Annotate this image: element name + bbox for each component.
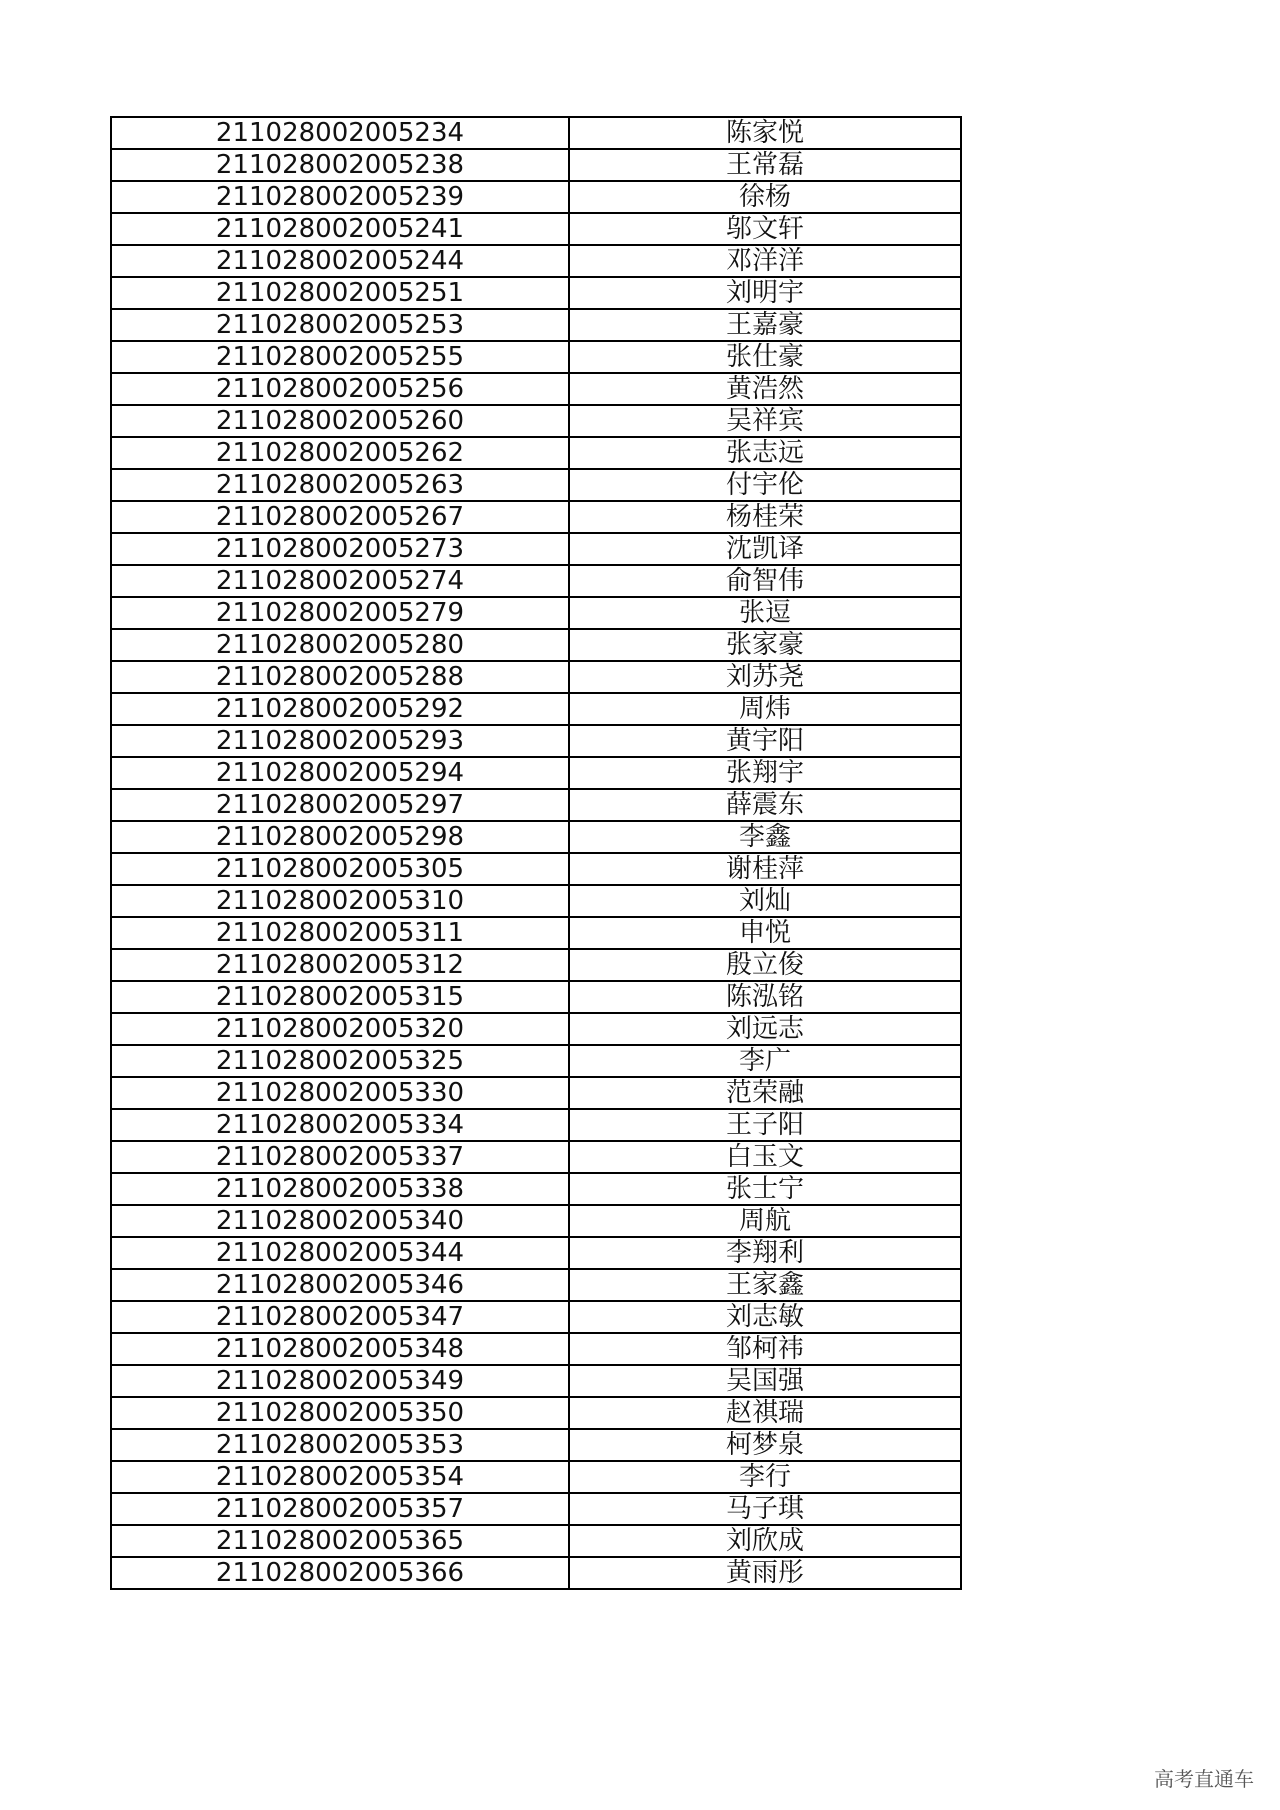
student-id-cell: 211028002005294 [111, 757, 569, 789]
table-row [111, 1365, 961, 1397]
student-id-cell: 211028002005251 [111, 277, 569, 309]
table-row [111, 693, 961, 725]
student-id-cell: 211028002005315 [111, 981, 569, 1013]
student-id-cell: 211028002005334 [111, 1109, 569, 1141]
student-name-cell: 刘苏尧 [569, 661, 961, 693]
student-name-cell: 柯梦泉 [569, 1429, 961, 1461]
student-name-cell: 徐杨 [569, 181, 961, 213]
student-name-cell: 沈凯译 [569, 533, 961, 565]
table-row [111, 1141, 961, 1173]
table-row [111, 1333, 961, 1365]
table-row [111, 1557, 961, 1589]
student-list-table [110, 116, 962, 1590]
student-id-cell: 211028002005305 [111, 853, 569, 885]
student-id-cell: 211028002005241 [111, 213, 569, 245]
table-row [111, 885, 961, 917]
table-row [111, 405, 961, 437]
student-name-cell: 邹柯祎 [569, 1333, 961, 1365]
student-name-cell: 刘志敏 [569, 1301, 961, 1333]
student-name-cell: 申悦 [569, 917, 961, 949]
student-id-cell: 211028002005253 [111, 309, 569, 341]
student-name-cell: 吴祥宾 [569, 405, 961, 437]
student-name-cell: 王嘉豪 [569, 309, 961, 341]
student-name-cell: 陈泓铭 [569, 981, 961, 1013]
student-id-cell: 211028002005357 [111, 1493, 569, 1525]
table-row [111, 917, 961, 949]
student-name-cell: 张仕豪 [569, 341, 961, 373]
student-name-cell: 李广 [569, 1045, 961, 1077]
student-id-cell: 211028002005292 [111, 693, 569, 725]
student-id-cell: 211028002005344 [111, 1237, 569, 1269]
student-id-cell: 211028002005280 [111, 629, 569, 661]
student-name-cell: 俞智伟 [569, 565, 961, 597]
table-row [111, 309, 961, 341]
student-id-cell: 211028002005312 [111, 949, 569, 981]
table-row [111, 1237, 961, 1269]
student-id-cell: 211028002005262 [111, 437, 569, 469]
student-id-cell: 211028002005346 [111, 1269, 569, 1301]
table-row [111, 853, 961, 885]
student-name-cell: 薛震东 [569, 789, 961, 821]
student-name-cell: 李行 [569, 1461, 961, 1493]
student-id-cell: 211028002005274 [111, 565, 569, 597]
student-name-cell: 赵祺瑞 [569, 1397, 961, 1429]
student-name-cell: 刘远志 [569, 1013, 961, 1045]
student-id-cell: 211028002005348 [111, 1333, 569, 1365]
student-id-cell: 211028002005311 [111, 917, 569, 949]
student-name-cell: 王常磊 [569, 149, 961, 181]
table-row [111, 1493, 961, 1525]
table-row [111, 1173, 961, 1205]
student-name-cell: 邓洋洋 [569, 245, 961, 277]
student-id-cell: 211028002005340 [111, 1205, 569, 1237]
student-name-cell: 刘明宇 [569, 277, 961, 309]
student-id-cell: 211028002005238 [111, 149, 569, 181]
student-id-cell: 211028002005260 [111, 405, 569, 437]
table-row [111, 1461, 961, 1493]
table-row [111, 821, 961, 853]
student-id-cell: 211028002005256 [111, 373, 569, 405]
student-id-cell: 211028002005325 [111, 1045, 569, 1077]
table-row [111, 1045, 961, 1077]
table-row [111, 1525, 961, 1557]
table-row [111, 437, 961, 469]
student-id-cell: 211028002005349 [111, 1365, 569, 1397]
table-row [111, 501, 961, 533]
student-name-cell: 白玉文 [569, 1141, 961, 1173]
student-name-cell: 殷立俊 [569, 949, 961, 981]
table-row [111, 213, 961, 245]
table-row [111, 1429, 961, 1461]
table-row [111, 181, 961, 213]
table-row [111, 981, 961, 1013]
student-id-cell: 211028002005273 [111, 533, 569, 565]
watermark-text: 高考直通车 [1154, 1767, 1254, 1791]
table-row [111, 245, 961, 277]
student-name-cell: 吴国强 [569, 1365, 961, 1397]
table-row [111, 277, 961, 309]
student-name-cell: 张士宁 [569, 1173, 961, 1205]
table-row [111, 533, 961, 565]
table-row [111, 949, 961, 981]
student-name-cell: 付宇伦 [569, 469, 961, 501]
student-id-cell: 211028002005320 [111, 1013, 569, 1045]
table-row [111, 1109, 961, 1141]
table-row [111, 469, 961, 501]
table-row [111, 757, 961, 789]
student-id-cell: 211028002005244 [111, 245, 569, 277]
table-row [111, 149, 961, 181]
student-name-cell: 刘欣成 [569, 1525, 961, 1557]
table-row [111, 117, 961, 149]
student-id-cell: 211028002005298 [111, 821, 569, 853]
table-row [111, 1077, 961, 1109]
table-row [111, 661, 961, 693]
student-name-cell: 刘灿 [569, 885, 961, 917]
student-id-cell: 211028002005337 [111, 1141, 569, 1173]
table-row [111, 341, 961, 373]
table-row [111, 565, 961, 597]
student-name-cell: 李鑫 [569, 821, 961, 853]
student-name-cell: 李翔利 [569, 1237, 961, 1269]
student-id-cell: 211028002005263 [111, 469, 569, 501]
table-row [111, 1205, 961, 1237]
student-name-cell: 杨桂荣 [569, 501, 961, 533]
table-body [111, 117, 961, 1589]
student-id-cell: 211028002005350 [111, 1397, 569, 1429]
student-name-cell: 谢桂萍 [569, 853, 961, 885]
student-name-cell: 周航 [569, 1205, 961, 1237]
table-row [111, 597, 961, 629]
student-name-cell: 王家鑫 [569, 1269, 961, 1301]
student-name-cell: 周炜 [569, 693, 961, 725]
student-name-cell: 王子阳 [569, 1109, 961, 1141]
student-id-cell: 211028002005353 [111, 1429, 569, 1461]
student-id-cell: 211028002005239 [111, 181, 569, 213]
student-id-cell: 211028002005288 [111, 661, 569, 693]
student-name-cell: 张翔宇 [569, 757, 961, 789]
student-name-cell: 张志远 [569, 437, 961, 469]
student-id-cell: 211028002005365 [111, 1525, 569, 1557]
student-id-cell: 211028002005267 [111, 501, 569, 533]
student-name-cell: 张家豪 [569, 629, 961, 661]
student-name-cell: 马子琪 [569, 1493, 961, 1525]
table-row [111, 1013, 961, 1045]
table-row [111, 789, 961, 821]
student-name-cell: 黄雨彤 [569, 1557, 961, 1589]
student-id-cell: 211028002005347 [111, 1301, 569, 1333]
student-id-cell: 211028002005293 [111, 725, 569, 757]
table-row [111, 1397, 961, 1429]
table-row [111, 629, 961, 661]
table-row [111, 1301, 961, 1333]
student-name-cell: 黄浩然 [569, 373, 961, 405]
student-id-cell: 211028002005338 [111, 1173, 569, 1205]
student-id-cell: 211028002005330 [111, 1077, 569, 1109]
student-id-cell: 211028002005234 [111, 117, 569, 149]
student-name-cell: 张逗 [569, 597, 961, 629]
student-name-cell: 邬文轩 [569, 213, 961, 245]
student-id-cell: 211028002005255 [111, 341, 569, 373]
student-id-cell: 211028002005354 [111, 1461, 569, 1493]
table-row [111, 725, 961, 757]
student-name-cell: 黄宇阳 [569, 725, 961, 757]
student-id-cell: 211028002005366 [111, 1557, 569, 1589]
table-row [111, 373, 961, 405]
student-name-cell: 陈家悦 [569, 117, 961, 149]
student-id-cell: 211028002005310 [111, 885, 569, 917]
student-id-cell: 211028002005279 [111, 597, 569, 629]
student-name-cell: 范荣融 [569, 1077, 961, 1109]
table-row [111, 1269, 961, 1301]
student-id-cell: 211028002005297 [111, 789, 569, 821]
